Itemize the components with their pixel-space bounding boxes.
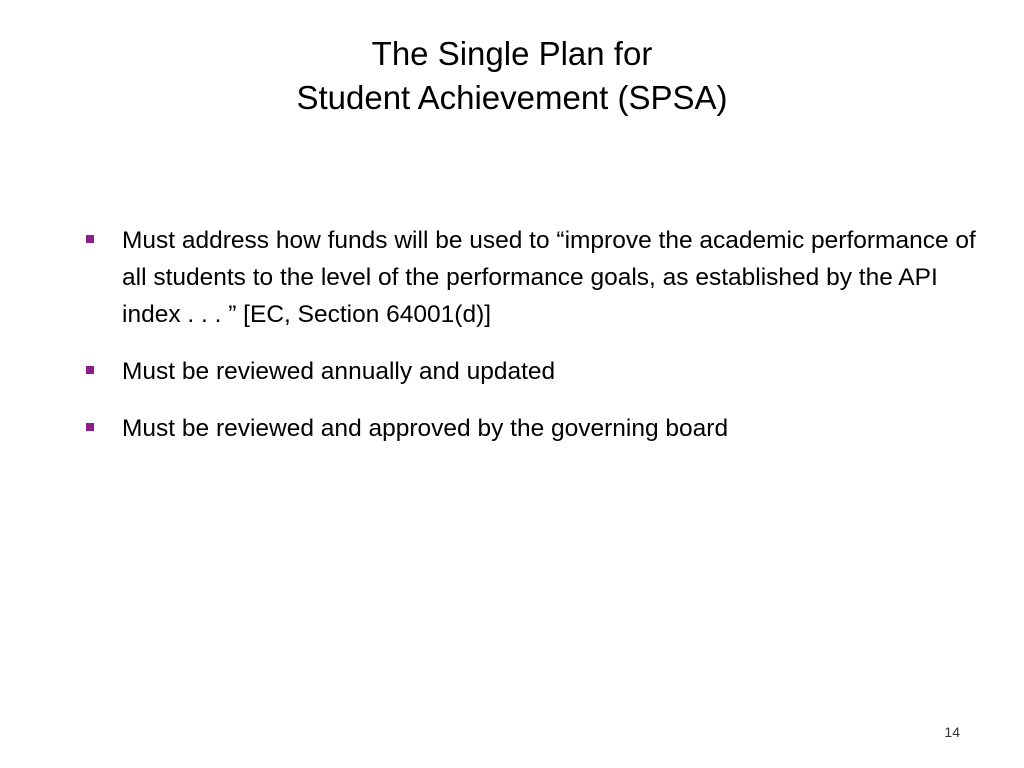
slide-title [0,32,1024,120]
page-number: 14 [944,724,960,740]
square-bullet-icon [86,423,94,431]
square-bullet-icon [86,235,94,243]
bullet-text: Must be reviewed annually and updated [122,358,556,385]
bullet-item [86,410,996,447]
bullet-item [86,222,996,333]
bullet-text: Must be reviewed and approved by the governing board [122,415,729,442]
bullet-text: Must address how funds will be used to “improve the academic performance of all students to the level of the performance goals, as established by the API index . . . ” [EC, Section 64001(d)] [122,227,976,328]
slide-title-line-1: The Single Plan for [371,35,653,72]
square-bullet-icon [86,366,94,374]
slide-title-line-2: Student Achievement (SPSA) [296,79,728,116]
bullet-list [86,222,996,467]
bullet-item [86,353,996,390]
